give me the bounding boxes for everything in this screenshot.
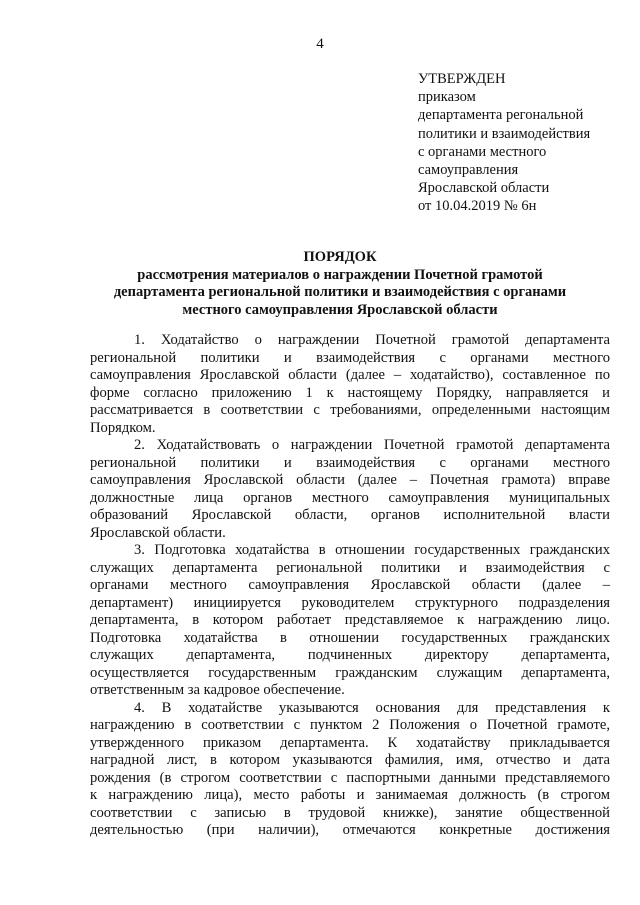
document-title: [80, 249, 600, 319]
body-text-line: Ярославской области.: [90, 524, 226, 541]
approval-line: самоуправления: [418, 162, 519, 179]
title-line-3: местного самоуправления Ярославской области: [182, 301, 498, 318]
approval-line: Ярославской области: [418, 180, 550, 197]
body-text-line: самоуправления Ярославской области (далее – ходатайство), составленное по: [90, 367, 610, 383]
body-text-line: департамент) инициируется руководителем структурного подразделения: [90, 594, 610, 611]
title-line-1: рассмотрения материалов о награждении Почетной грамотой: [137, 266, 543, 283]
body-text-line: департамента, в котором работает представляемое к награждению лицо.: [90, 612, 610, 628]
body-text-line: деятельностью (при наличии), отмечаются конкретные достижения: [90, 822, 610, 838]
body-text-line: к награждению лица), место работы и занимаемая должность (в строгом: [90, 787, 610, 803]
title-line-2: департамента региональной политики и взаимодействия с органами: [113, 284, 567, 301]
body-text-line: 4. В ходатайстве указываются основания для представления к: [134, 699, 610, 716]
body-text-line: ответственным за кадровое обеспечение.: [90, 682, 345, 698]
approval-line: приказом: [418, 89, 476, 106]
body-text-line: осуществляется государственным гражданским служащим департамента,: [90, 664, 610, 681]
body-text-line: самоуправления Ярославской области (далее – Почетная грамота) вправе: [90, 472, 610, 488]
body-text-line: 1. Ходатайство о награждении Почетной грамотой департамента: [134, 332, 610, 348]
approval-line: от 10.04.2019 № 6н: [418, 198, 537, 215]
body-text-line: 3. Подготовка ходатайства в отношении государственных гражданских: [134, 542, 610, 558]
body-text-line: служащих департамента, подчиненных директору департамента,: [90, 647, 610, 663]
document-body: [90, 332, 610, 840]
title-heading: ПОРЯДОК: [303, 249, 377, 265]
body-text-line: региональной политики и взаимодействия с органами местного: [90, 349, 610, 366]
body-text-line: форме согласно приложению 1 к настоящему Порядку, направляется и: [90, 384, 610, 401]
approval-line: с органами местного: [418, 143, 547, 160]
body-text-line: образований Ярославской области, органов исполнительной власти: [90, 507, 610, 523]
approval-line: политики и взаимодействия: [418, 125, 591, 142]
body-text-line: Подготовка ходатайства в отношении государственных гражданских: [90, 629, 610, 646]
body-text-line: рассматривается в соответствии с требованиями, определенными настоящим: [90, 402, 610, 418]
approval-line: УТВЕРЖДЕН: [418, 71, 506, 87]
body-text-line: должностные лица органов местного самоуправления муниципальных: [90, 489, 610, 506]
body-text-line: наградной лист, в котором указываются фамилия, имя, отчество и дата: [90, 752, 610, 768]
body-text-line: соответствии с записью в трудовой книжке), занятие общественной: [90, 804, 610, 821]
body-text-line: утвержденного приказом департамента. К ходатайству прикладывается: [90, 734, 610, 751]
body-text-line: органами местного самоуправления Ярославской области (далее –: [90, 577, 610, 593]
body-text-line: награждению в соответствии с пунктом 2 Положения о Почетной грамоте,: [90, 717, 610, 733]
approval-line: департамента регональной: [418, 107, 584, 124]
body-text-line: Порядком.: [90, 419, 156, 436]
body-text-line: 2. Ходатайствовать о награждении Почетной грамотой департамента: [134, 437, 610, 453]
body-text-line: рождения (в строгом соответствии с паспортными данными представляемого: [90, 769, 610, 786]
body-text-line: региональной политики и взаимодействия с органами местного: [90, 454, 610, 471]
page-number: 4: [316, 36, 324, 52]
approval-stamp: [418, 70, 628, 216]
body-text-line: служащих департамента региональной политики и взаимодействия с: [90, 559, 610, 576]
